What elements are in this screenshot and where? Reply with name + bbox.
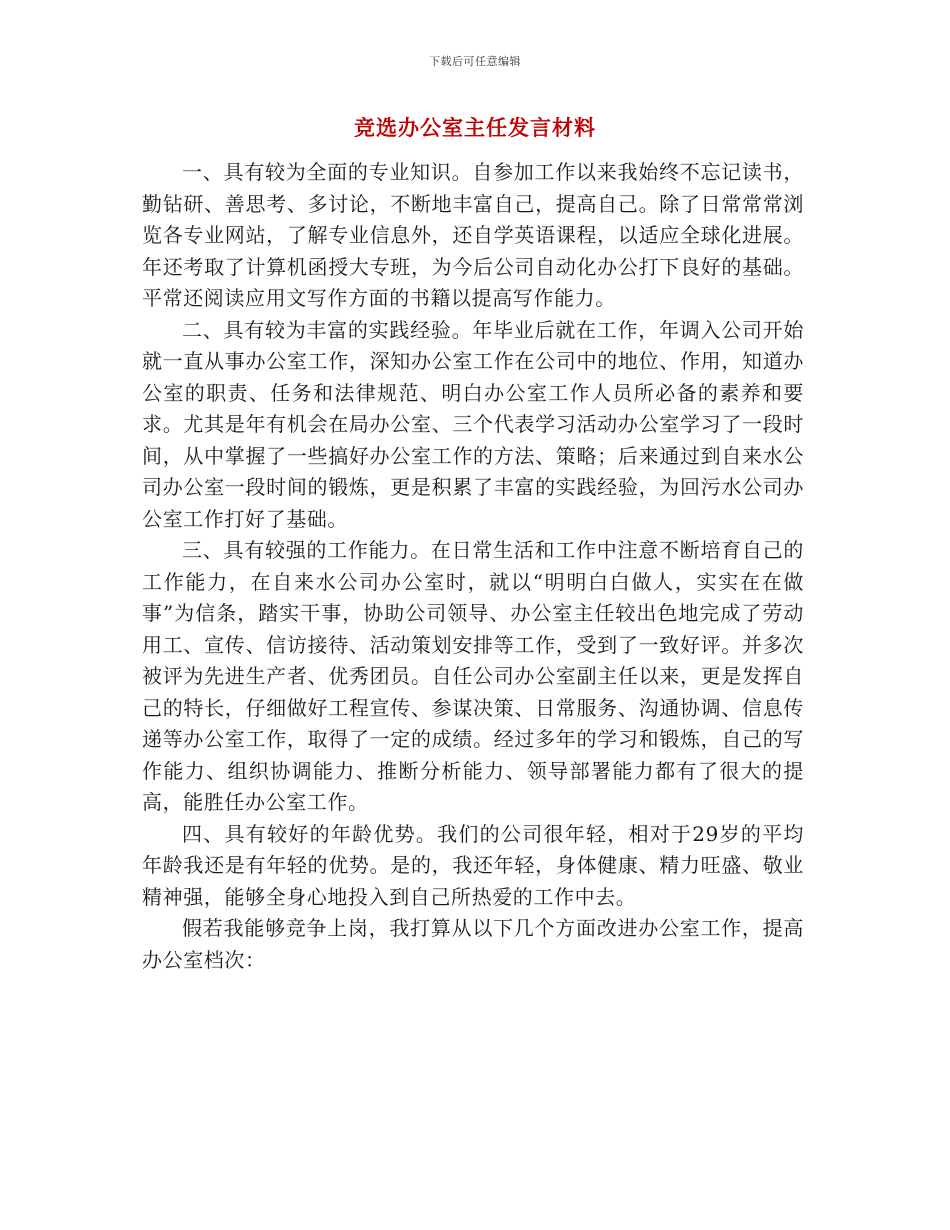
document-title: 竞选办公室主任发言材料: [354, 116, 596, 140]
document-body: [142, 157, 804, 976]
paragraph-4: 四、具有较好的年龄优势。我们的公司很年轻，相对于29岁的平均年龄我还是有年轻的优势。是的，我还年轻，身体健康、精力旺盛、敬业精神强，能够全身心地投入到自己所热爱的工作中去。: [142, 821, 804, 909]
paragraph-5: 假若我能够竞争上岗，我打算从以下几个方面改进办公室工作，提高办公室档次：: [142, 916, 804, 972]
header-note: 下载后可任意编辑: [429, 55, 521, 68]
paragraph-2: 二、具有较为丰富的实践经验。年毕业后就在工作，年调入公司开始就一直从事办公室工作，深知办公室工作在公司中的地位、作用，知道办公室的职责、任务和法律规范、明白办公室工作人员所必备的素养和要求。尤其是年有机会在局办公室、三个代表学习活动办公室学习了一段时间，从中掌握了一些搞好办公室工作的方法、策略；后来通过到自来水公司办公室一段时间的锻炼，更是积累了丰富的实践经验，为回污水公司办公室工作打好了基础。: [142, 317, 804, 531]
paragraph-1: 一、具有较为全面的专业知识。自参加工作以来我始终不忘记读书，勤钻研、善思考、多讨论，不断地丰富自己，提高自己。除了日常常常浏览各专业网站，了解专业信息外，还自学英语课程，以适应全球化进展。年还考取了计算机函授大专班，为今后公司自动化办公打下良好的基础。平常还阅读应用文写作方面的书籍以提高写作能力。: [142, 160, 804, 310]
paragraph-3: 三、具有较强的工作能力。在日常生活和工作中注意不断培育自己的工作能力，在自来水公司办公室时，就以“明明白白做人，实实在在做事”为信条，踏实干事，协助公司领导、办公室主任较出色地完成了劳动用工、宣传、信访接待、活动策划安排等工作，受到了一致好评。并多次被评为先进生产者、优秀团员。自任公司办公室副主任以来，更是发挥自己的特长，仔细做好工程宣传、参谋决策、日常服务、沟通协调、信息传递等办公室工作，取得了一定的成绩。经过多年的学习和锻炼，自己的写作能力、组织协调能力、推断分析能力、领导部署能力都有了很大的提高，能胜任办公室工作。: [142, 538, 804, 814]
